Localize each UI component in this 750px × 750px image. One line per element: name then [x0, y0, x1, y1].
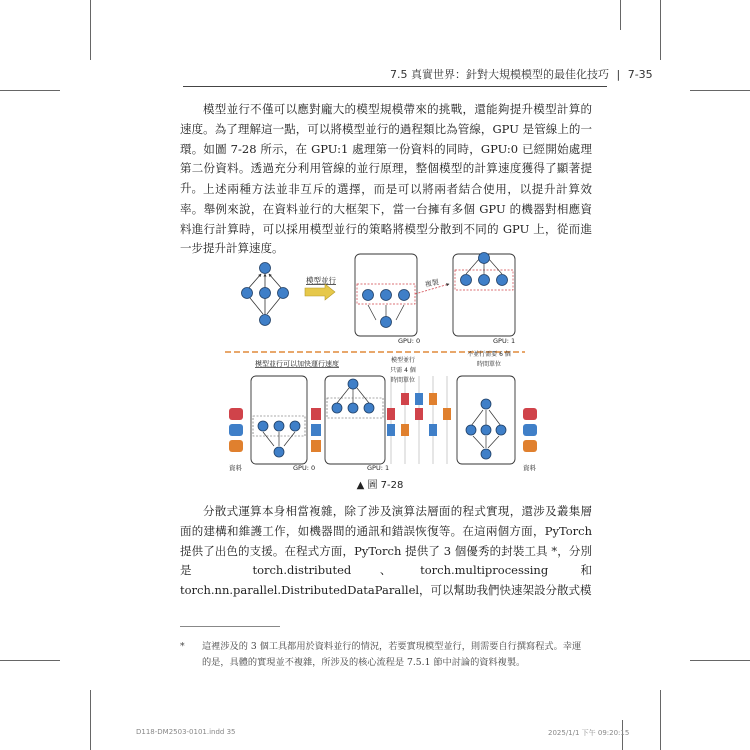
caption-triangle-icon: ▲: [356, 480, 365, 491]
model-node: [290, 421, 300, 431]
slug-left: D118-DM2503-0101.indd 35: [136, 728, 236, 736]
model-node: [260, 288, 271, 299]
label-data-left: 資料: [229, 464, 242, 472]
crop-mark: [0, 660, 60, 661]
data-stack-right: [523, 408, 537, 452]
slug-right: 2025/1/1 下午 09:20:15: [548, 729, 630, 737]
model-node: [363, 290, 374, 301]
header-separator: |: [616, 68, 621, 81]
label-parallel-time-1: 模型並行: [390, 357, 416, 364]
label-data-right: 資料: [523, 464, 536, 472]
model-node: [481, 399, 491, 409]
figure-caption: [330, 476, 430, 491]
gpu0-label-top: GPU: 0: [398, 337, 421, 345]
figure-7-28: [225, 248, 545, 488]
model-node: [274, 447, 284, 457]
model-node: [399, 290, 410, 301]
crop-mark: [90, 0, 91, 60]
footnote: [180, 639, 590, 671]
gpu0-label-bottom: GPU: 0: [293, 464, 316, 472]
data-stack-left: [229, 408, 243, 452]
label-parallel-time-3: 時間單位: [390, 377, 416, 384]
model-node: [381, 290, 392, 301]
model-node: [481, 425, 491, 435]
model-node: [348, 403, 358, 413]
paragraph-1: 模型並行不僅可以應對龐大的模型規模帶來的挑戰，還能夠提升模型計算的速度。為了理解這一點，可以將模型並行的過程類比為管線，GPU 是管線上的一環。如圖 7-28 所示，在 GPU:1 處理第一份資料的同時，GPU:0 已經開始處理第二份資料。透過充分利用管線的並行原理，整個模型的計算速度獲得了顯著提升。: [180, 102, 592, 196]
model-node: [364, 403, 374, 413]
model-node: [481, 449, 491, 459]
gpu1-label-top: GPU: 1: [493, 337, 516, 345]
running-head: [390, 66, 653, 82]
crop-mark: [690, 90, 750, 91]
label-copy: 複製: [424, 278, 440, 289]
model-node: [258, 421, 268, 431]
gpu1-box-bottom: [325, 376, 385, 464]
data-stack-middle: [311, 408, 321, 452]
label-model-parallel: 模型並行: [306, 276, 336, 285]
model-node: [278, 288, 289, 299]
caption-text: 圖 7-28: [367, 480, 404, 491]
model-node: [466, 425, 476, 435]
footnote-marker: *: [180, 641, 185, 652]
crop-mark: [620, 0, 621, 30]
crop-mark: [660, 690, 661, 750]
paragraph-3: 分散式運算本身相當複雜，除了涉及演算法層面的程式實現，還涉及叢集層面的建構和維護工作，如機器間的通訊和錯誤恢復等。在這兩個方面，PyTorch 提供了出色的支援。在程式方面，PyTorch 提供了 3 個優秀的封裝工具 *，分別是 torch.distributed、torch.multiprocessing 和 torch.nn.parallel.DistributedDataParallel，可以幫助我們快速架設分散式模: [180, 504, 592, 598]
model-node: [479, 275, 490, 286]
label-parallel-time-2: 只需 4 個: [390, 367, 416, 374]
label-nonparallel-time-1: 不並行需要 6 個: [467, 351, 511, 358]
model-node: [381, 317, 392, 328]
header-rule: [183, 86, 607, 87]
model-node: [348, 379, 358, 389]
section-title: 7.5 真實世界：針對大規模模型的最佳化技巧: [390, 68, 609, 81]
crop-mark: [90, 690, 91, 750]
model-node: [497, 275, 508, 286]
crop-mark: [0, 90, 60, 91]
paragraph-2: 上述兩種方法並非互斥的選擇，而是可以將兩者結合使用，以提升計算效率。舉例來說，在資料並行的大框架下，當一台擁有多個 GPU 的機器對相應資料進行計算時，可以採用模型並行的策略將模型分散到不同的 GPU 上，從而進一步提升計算速度。: [180, 182, 592, 256]
timeline-columns: [387, 376, 451, 464]
label-faster: 模型並行可以加快運行速度: [255, 360, 339, 368]
model-node: [260, 315, 271, 326]
model-parallel-arrow: [305, 284, 335, 300]
page-number: 7-35: [627, 68, 653, 81]
model-node: [461, 275, 472, 286]
gpu1-label-bottom: GPU: 1: [367, 464, 390, 472]
crop-mark: [690, 660, 750, 661]
footnote-text: 這裡涉及的 3 個工具都用於資料並行的情況，若要實現模型並行，則需要自行撰寫程式。幸運的是，具體的實現並不複雜，所涉及的核心流程是 7.5.1 節中討論的資料複製。: [202, 641, 582, 668]
source-model-graph: [242, 263, 289, 326]
footnote-rule: [180, 626, 280, 627]
model-node: [274, 421, 284, 431]
model-node: [242, 288, 253, 299]
model-node: [260, 263, 271, 274]
label-nonparallel-time-2: 時間單位: [476, 361, 502, 368]
model-node: [479, 253, 490, 264]
model-node: [332, 403, 342, 413]
model-node: [496, 425, 506, 435]
crop-mark: [660, 0, 661, 60]
